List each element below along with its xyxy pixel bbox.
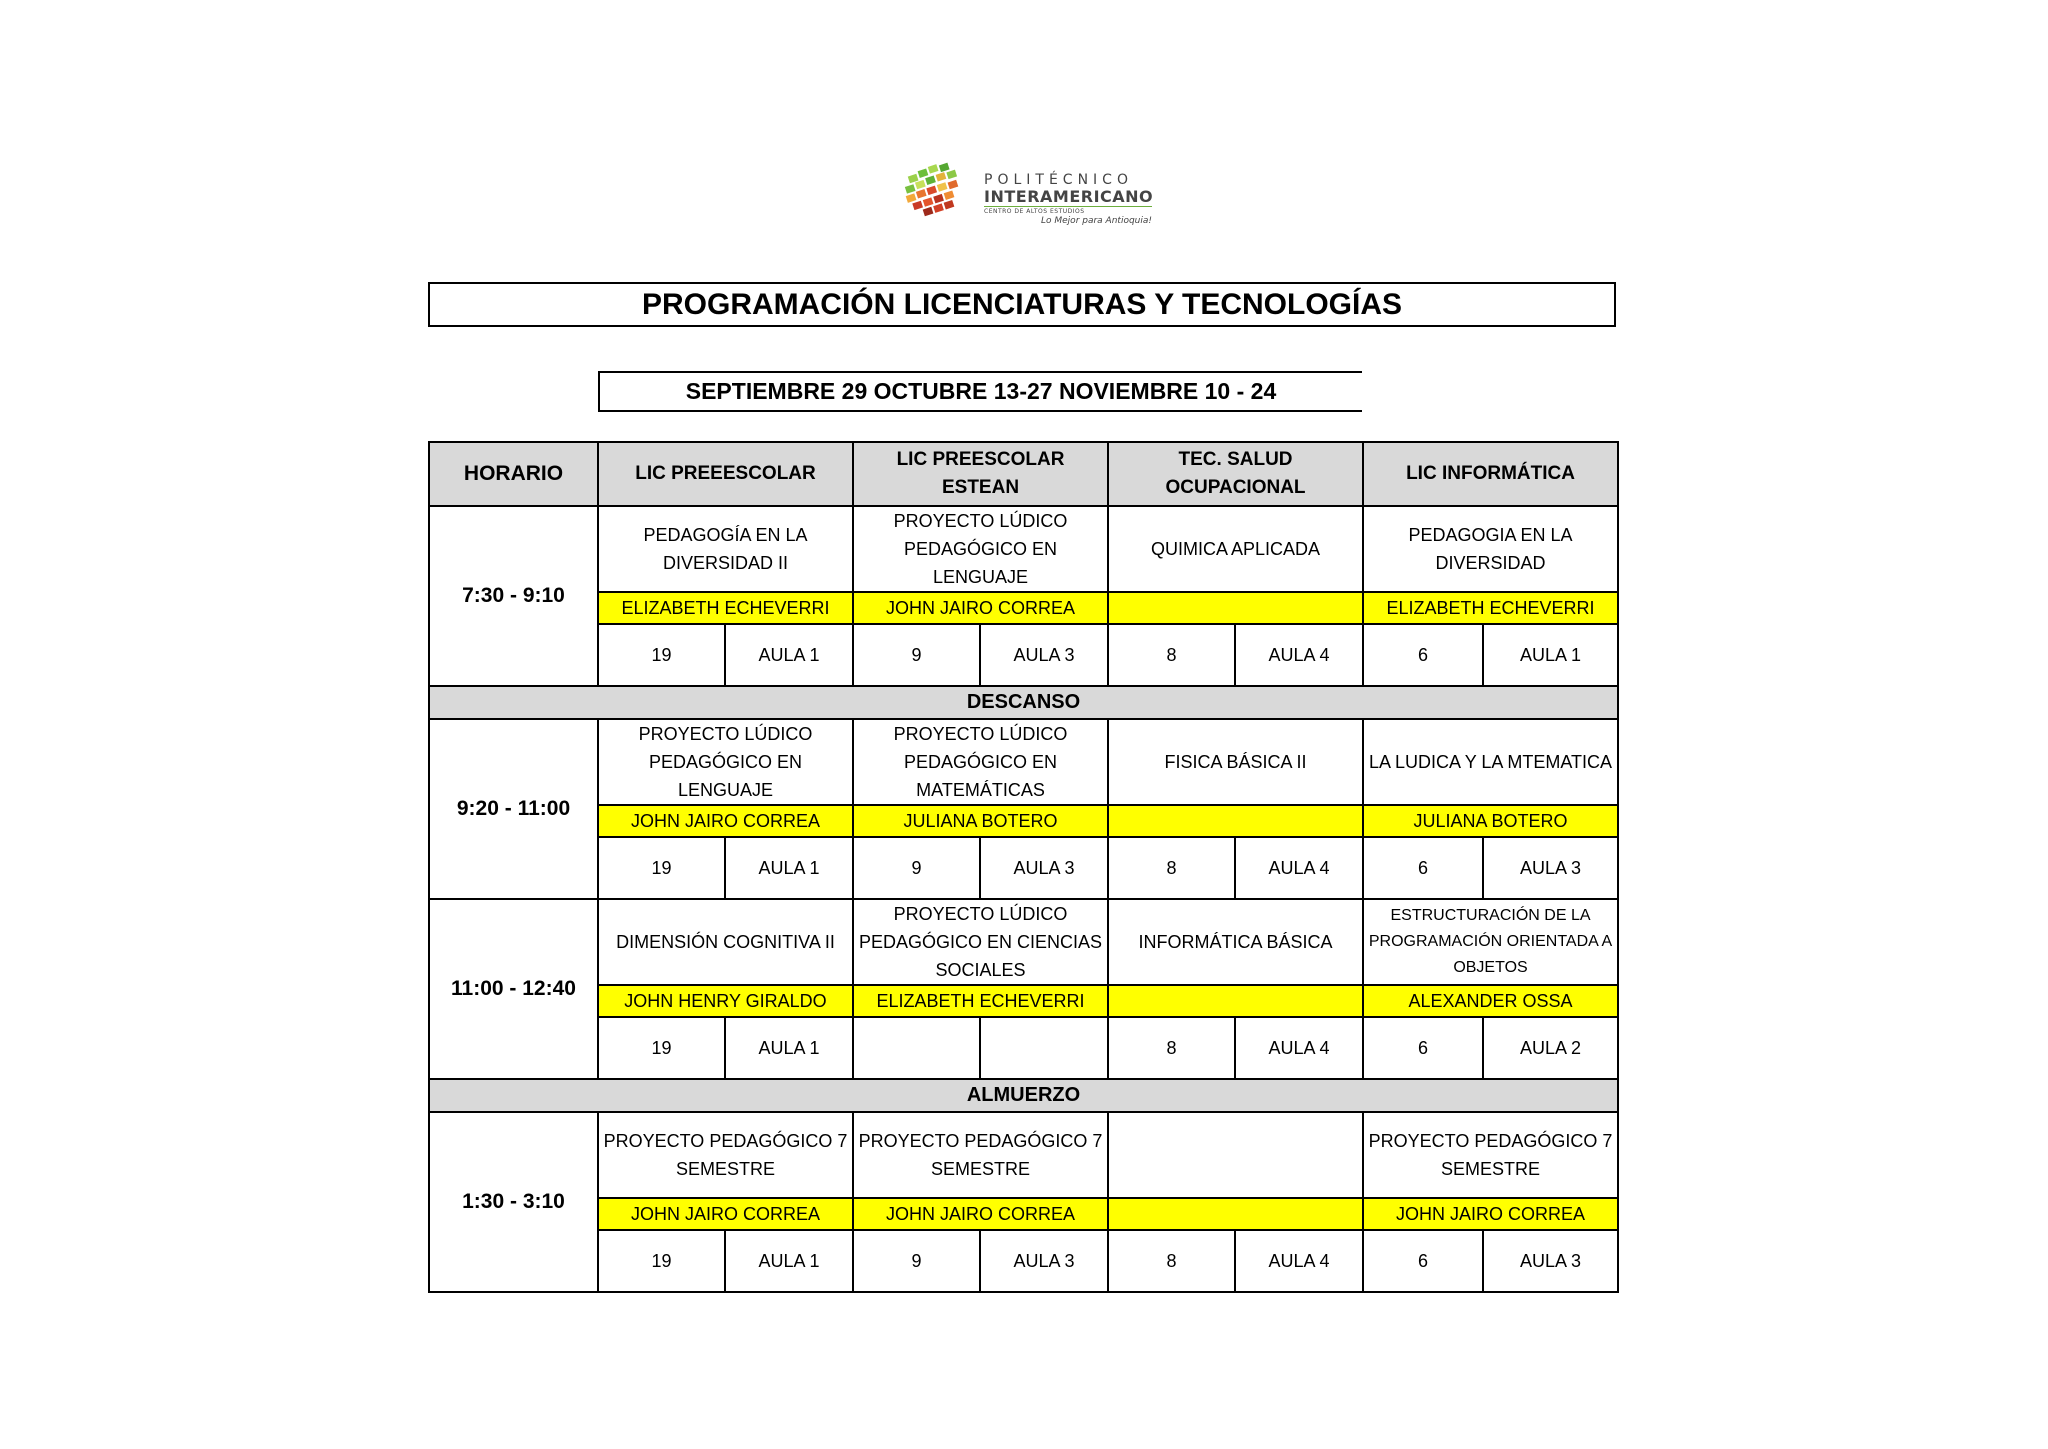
teacher-cell: JOHN HENRY GIRALDO	[598, 985, 853, 1017]
room-cell: AULA 1	[725, 1230, 853, 1292]
table-row	[429, 1230, 1618, 1292]
teacher-cell: ELIZABETH ECHEVERRI	[598, 592, 853, 624]
room-cell: AULA 2	[1483, 1017, 1618, 1079]
teacher-cell	[1108, 805, 1363, 837]
break-label: DESCANSO	[429, 686, 1618, 719]
teacher-cell: ELIZABETH ECHEVERRI	[853, 985, 1108, 1017]
teacher-cell: JOHN JAIRO CORREA	[853, 592, 1108, 624]
room-cell: AULA 4	[1235, 624, 1363, 686]
teacher-cell: JOHN JAIRO CORREA	[1363, 1198, 1618, 1230]
header-horario: HORARIO	[429, 442, 598, 506]
room-cell: AULA 3	[980, 837, 1108, 899]
break-label: ALMUERZO	[429, 1079, 1618, 1112]
globe-logo-icon	[900, 160, 976, 224]
subject-cell: PEDAGOGIA EN LA DIVERSIDAD	[1363, 506, 1618, 592]
subject-cell: INFORMÁTICA BÁSICA	[1108, 899, 1363, 985]
teacher-cell: JULIANA BOTERO	[1363, 805, 1618, 837]
logo-line-3: CENTRO DE ALTOS ESTUDIOS	[984, 208, 1085, 215]
teacher-cell: ALEXANDER OSSA	[1363, 985, 1618, 1017]
group-cell: 9	[853, 1230, 980, 1292]
table-header-row	[429, 442, 1618, 506]
room-cell: AULA 3	[1483, 837, 1618, 899]
table-row	[429, 1198, 1618, 1230]
group-cell: 9	[853, 837, 980, 899]
teacher-cell: ELIZABETH ECHEVERRI	[1363, 592, 1618, 624]
header-tec-salud-ocupacional: TEC. SALUD OCUPACIONAL	[1108, 442, 1363, 506]
room-cell: AULA 3	[980, 1230, 1108, 1292]
table-row	[429, 506, 1618, 592]
group-cell: 19	[598, 624, 725, 686]
table-row	[429, 719, 1618, 805]
break-row	[429, 686, 1618, 719]
subject-cell: PROYECTO LÚDICO PEDAGÓGICO EN MATEMÁTICAS	[853, 719, 1108, 805]
room-cell: AULA 1	[725, 837, 853, 899]
teacher-cell: JOHN JAIRO CORREA	[598, 805, 853, 837]
time-slot: 1:30 - 3:10	[429, 1112, 598, 1292]
group-cell: 6	[1363, 1017, 1483, 1079]
group-cell: 6	[1363, 624, 1483, 686]
subject-cell: PEDAGOGÍA EN LA DIVERSIDAD II	[598, 506, 853, 592]
group-cell: 9	[853, 624, 980, 686]
group-cell: 19	[598, 837, 725, 899]
group-cell: 8	[1108, 837, 1235, 899]
teacher-cell	[1108, 1198, 1363, 1230]
header-lic-preescolar: LIC PREEESCOLAR	[598, 442, 853, 506]
room-cell: AULA 4	[1235, 1017, 1363, 1079]
table-row	[429, 805, 1618, 837]
room-cell: AULA 3	[1483, 1230, 1618, 1292]
subject-cell: ESTRUCTURACIÓN DE LA PROGRAMACIÓN ORIENTADA A OBJETOS	[1363, 899, 1618, 985]
teacher-cell: JOHN JAIRO CORREA	[853, 1198, 1108, 1230]
time-slot: 9:20 - 11:00	[429, 719, 598, 899]
teacher-cell	[1108, 592, 1363, 624]
table-row	[429, 1112, 1618, 1198]
group-cell: 19	[598, 1230, 725, 1292]
time-slot: 7:30 - 9:10	[429, 506, 598, 686]
room-cell: AULA 1	[725, 624, 853, 686]
room-cell: AULA 1	[725, 1017, 853, 1079]
teacher-cell: JOHN JAIRO CORREA	[598, 1198, 853, 1230]
page-title: PROGRAMACIÓN LICENCIATURAS Y TECNOLOGÍAS	[428, 282, 1616, 327]
teacher-cell: JULIANA BOTERO	[853, 805, 1108, 837]
subject-cell: LA LUDICA Y LA MTEMATICA	[1363, 719, 1618, 805]
subject-cell: PROYECTO LÚDICO PEDAGÓGICO EN LENGUAJE	[853, 506, 1108, 592]
room-cell	[980, 1017, 1108, 1079]
table-row	[429, 624, 1618, 686]
subject-cell: PROYECTO LÚDICO PEDAGÓGICO EN CIENCIAS SOCIALES	[853, 899, 1108, 985]
time-slot: 11:00 - 12:40	[429, 899, 598, 1079]
room-cell: AULA 1	[1483, 624, 1618, 686]
group-cell: 8	[1108, 1017, 1235, 1079]
subject-cell: FISICA BÁSICA II	[1108, 719, 1363, 805]
date-range: SEPTIEMBRE 29 OCTUBRE 13-27 NOVIEMBRE 10 - 24	[598, 371, 1362, 412]
group-cell	[853, 1017, 980, 1079]
subject-cell	[1108, 1112, 1363, 1198]
schedule-table	[428, 441, 1619, 1293]
group-cell: 8	[1108, 1230, 1235, 1292]
group-cell: 6	[1363, 837, 1483, 899]
table-row	[429, 837, 1618, 899]
group-cell: 8	[1108, 624, 1235, 686]
table-row	[429, 1017, 1618, 1079]
subject-cell: PROYECTO LÚDICO PEDAGÓGICO EN LENGUAJE	[598, 719, 853, 805]
subject-cell: PROYECTO PEDAGÓGICO 7 SEMESTRE	[598, 1112, 853, 1198]
header-lic-preescolar-estean: LIC PREESCOLAR ESTEAN	[853, 442, 1108, 506]
header-lic-informatica: LIC INFORMÁTICA	[1363, 442, 1618, 506]
table-row	[429, 985, 1618, 1017]
subject-cell: QUIMICA APLICADA	[1108, 506, 1363, 592]
subject-cell: DIMENSIÓN COGNITIVA II	[598, 899, 853, 985]
table-row	[429, 899, 1618, 985]
room-cell: AULA 4	[1235, 837, 1363, 899]
teacher-cell	[1108, 985, 1363, 1017]
table-row	[429, 592, 1618, 624]
institution-logo	[900, 160, 1160, 224]
subject-cell: PROYECTO PEDAGÓGICO 7 SEMESTRE	[853, 1112, 1108, 1198]
room-cell: AULA 4	[1235, 1230, 1363, 1292]
subject-cell: PROYECTO PEDAGÓGICO 7 SEMESTRE	[1363, 1112, 1618, 1198]
group-cell: 6	[1363, 1230, 1483, 1292]
logo-line-2: INTERAMERICANO	[984, 187, 1154, 206]
logo-tagline: Lo Mejor para Antioquia!	[1041, 216, 1152, 226]
break-row	[429, 1079, 1618, 1112]
logo-line-1: POLITÉCNICO	[984, 172, 1133, 188]
group-cell: 19	[598, 1017, 725, 1079]
room-cell: AULA 3	[980, 624, 1108, 686]
